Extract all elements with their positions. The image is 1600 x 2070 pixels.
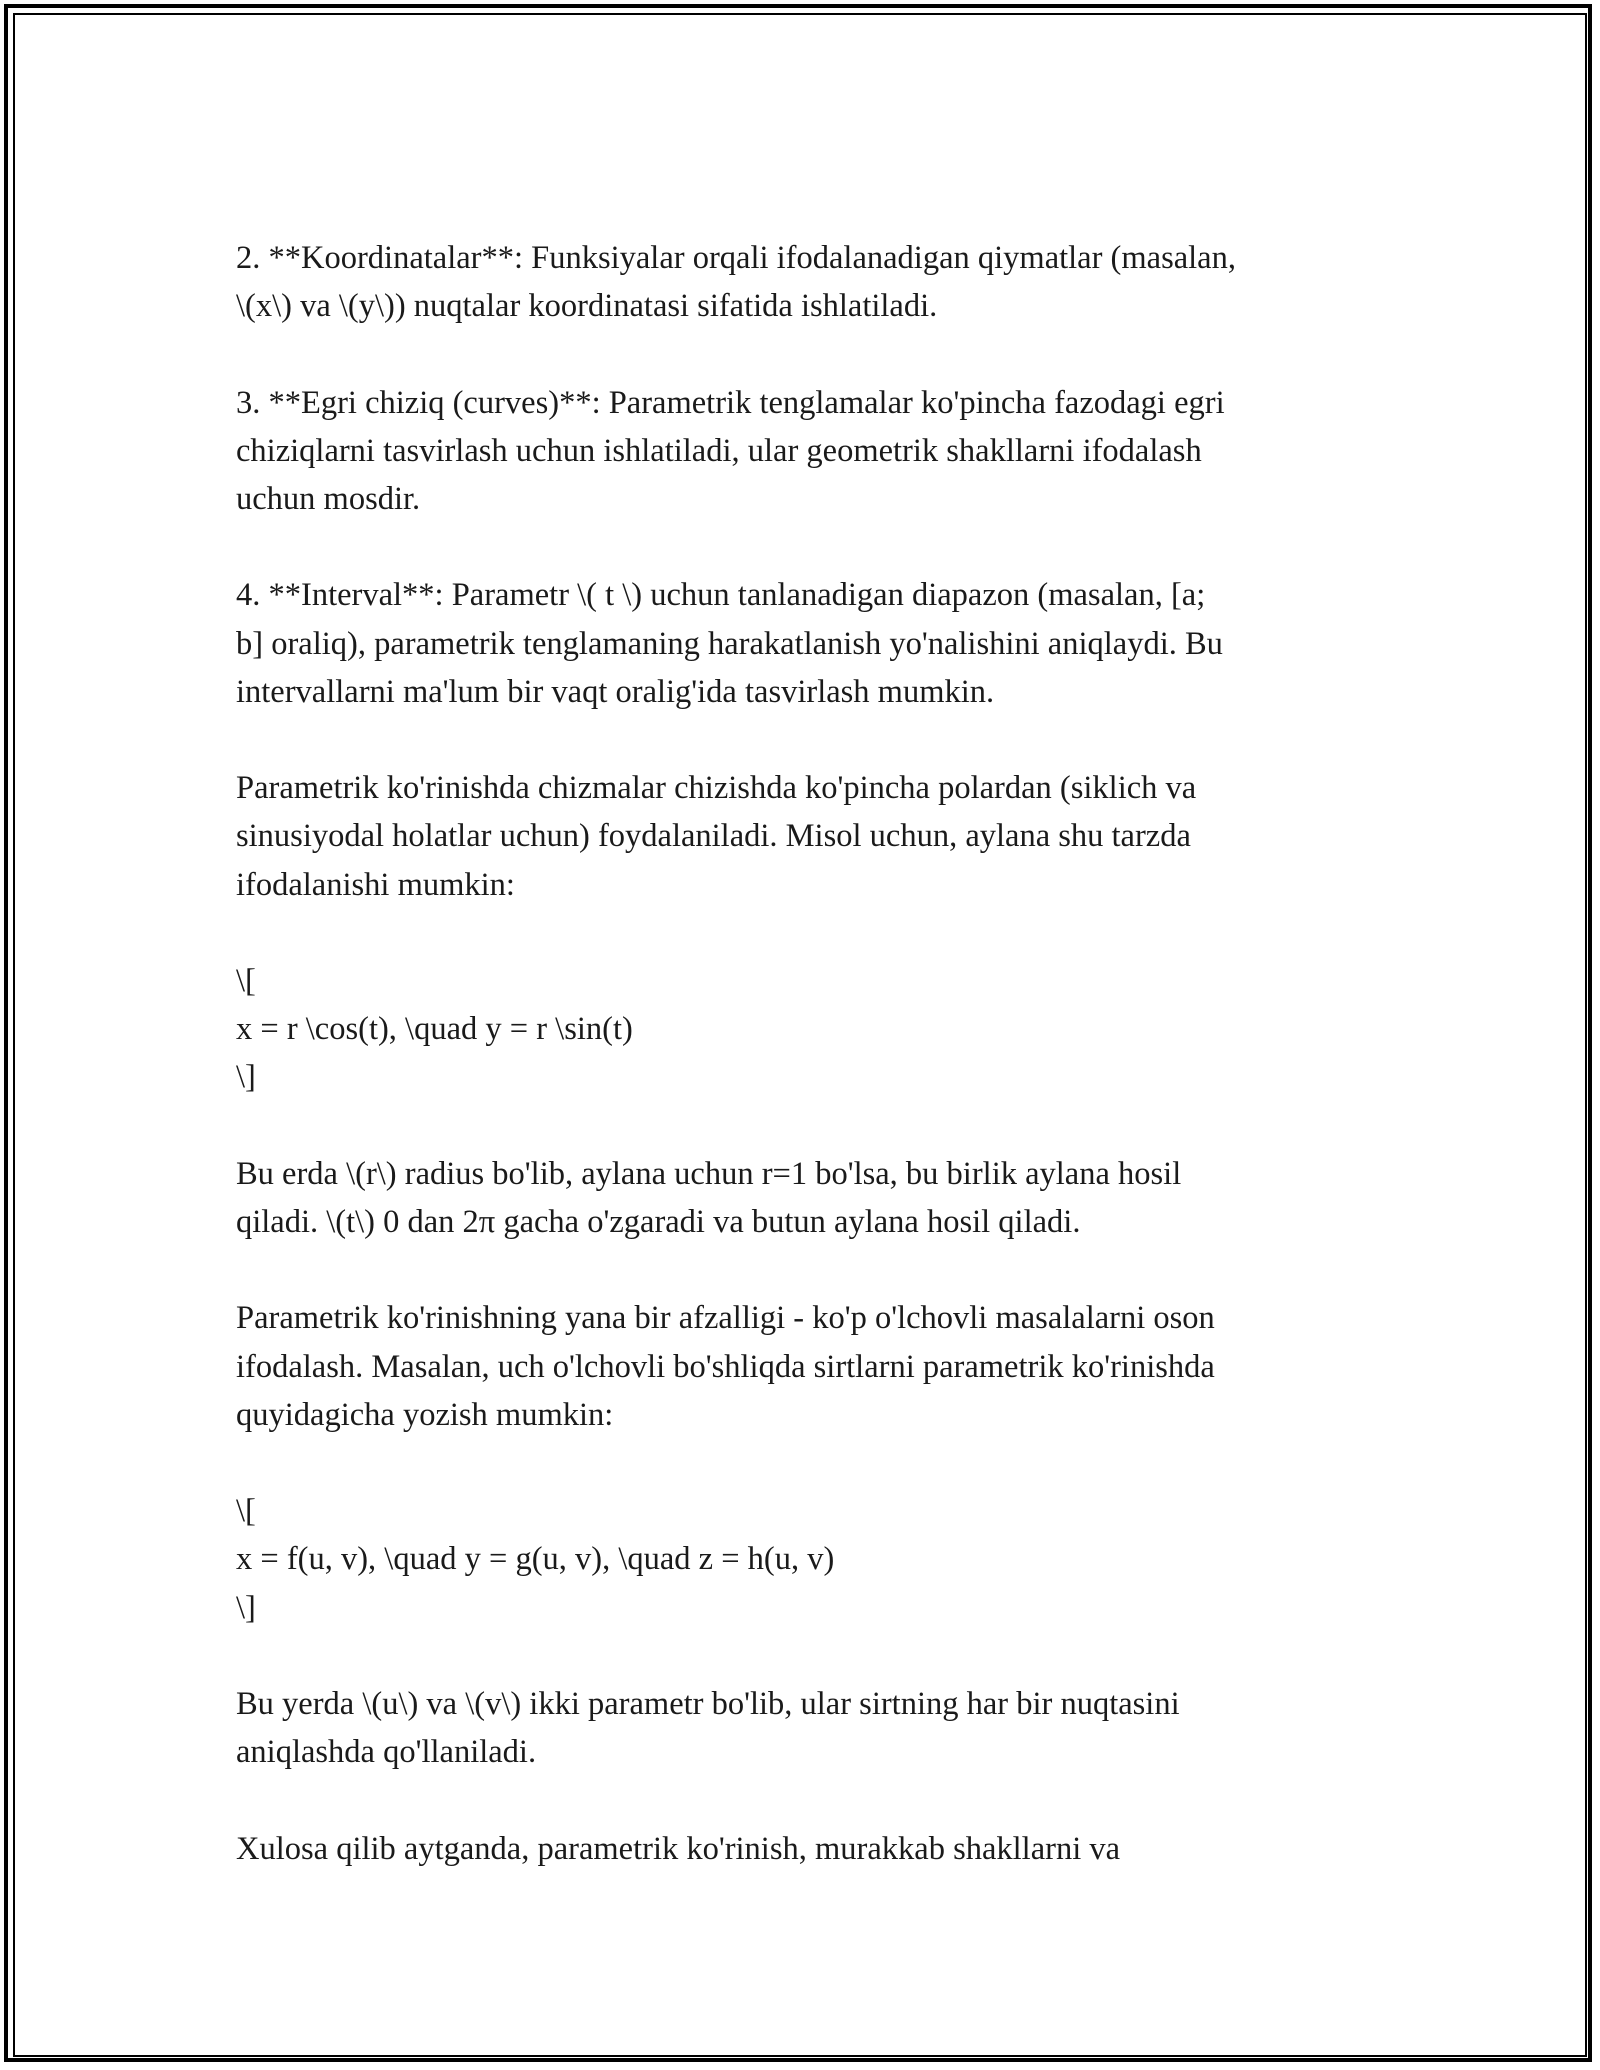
equation-body: x = r \cos(t), \quad y = r \sin(t) xyxy=(236,1011,633,1048)
equation-surface xyxy=(236,1487,1376,1632)
text-line: sinusiyodal holatlar uchun) foydalaniladi. Misol uchun, aylana shu tarzda xyxy=(236,818,1191,855)
text-line: ifodalash. Masalan, uch o'lchovli bo'shliqda sirtlarni parametrik ko'rinishda xyxy=(236,1348,1215,1385)
paragraph-interval xyxy=(236,571,1376,716)
text-line: \(x\) va \(y\)) nuqtalar koordinatasi sifatida ishlatiladi. xyxy=(236,288,938,325)
text-line: intervallarni ma'lum bir vaqt oralig'ida tasvirlash mumkin. xyxy=(236,673,995,710)
equation-circle xyxy=(236,957,1376,1102)
equation-body: x = f(u, v), \quad y = g(u, v), \quad z = h(u, v) xyxy=(236,1541,835,1578)
text-line: uchun mosdir. xyxy=(236,481,421,517)
text-line: 2. **Koordinatalar**: Funksiyalar orqali ifodalanadigan qiymatlar (masalan, xyxy=(236,240,1236,276)
text-line: Bu yerda \(u\) va \(v\) ikki parametr bo'lib, ular sirtning har bir nuqtasini xyxy=(236,1685,1180,1722)
text-line: qiladi. \(t\) 0 dan 2π gacha o'zgaradi va butun aylana hosil qiladi. xyxy=(236,1203,1081,1240)
paragraph-egri-chiziq xyxy=(236,379,1376,524)
text-line: Xulosa qilib aytganda, parametrik ko'rinish, murakkab shakllarni va xyxy=(236,1830,1121,1867)
paragraph-xulosa xyxy=(236,1825,1376,1873)
equation-close-delimiter: \] xyxy=(236,1059,256,1096)
paragraph-parametrik-chizmalar xyxy=(236,764,1376,909)
text-line: chiziqlarni tasvirlash uchun ishlatiladi, ular geometrik shakllarni ifodalash xyxy=(236,432,1202,469)
equation-open-delimiter: \[ xyxy=(236,1493,256,1530)
text-line: b] oraliq), parametrik tenglamaning harakatlanish yo'nalishini aniqlaydi. Bu xyxy=(236,625,1223,662)
document-body xyxy=(236,234,1376,1921)
paragraph-afzallik xyxy=(236,1294,1376,1439)
paragraph-parametrlar xyxy=(236,1680,1376,1776)
text-line: 4. **Interval**: Parametr \( t \) uchun tanlanadigan diapazon (masalan, [a; xyxy=(236,577,1206,614)
equation-close-delimiter: \] xyxy=(236,1589,256,1626)
text-line: Parametrik ko'rinishning yana bir afzalligi - ko'p o'lchovli masalalarni oson xyxy=(236,1300,1215,1337)
text-line: 3. **Egri chiziq (curves)**: Parametrik tenglamalar ko'pincha fazodagi egri xyxy=(236,384,1225,421)
text-line: quyidagicha yozish mumkin: xyxy=(236,1396,614,1433)
text-line: Bu erda \(r\) radius bo'lib, aylana uchun r=1 bo'lsa, bu birlik aylana hosil xyxy=(236,1155,1182,1192)
text-line: Parametrik ko'rinishda chizmalar chizishda ko'pincha polardan (siklich va xyxy=(236,770,1197,807)
text-line: ifodalanishi mumkin: xyxy=(236,866,515,903)
paragraph-koordinatalar xyxy=(236,234,1376,330)
equation-open-delimiter: \[ xyxy=(236,962,256,999)
text-line: aniqlashda qo'llaniladi. xyxy=(236,1734,537,1771)
paragraph-radius xyxy=(236,1150,1376,1246)
